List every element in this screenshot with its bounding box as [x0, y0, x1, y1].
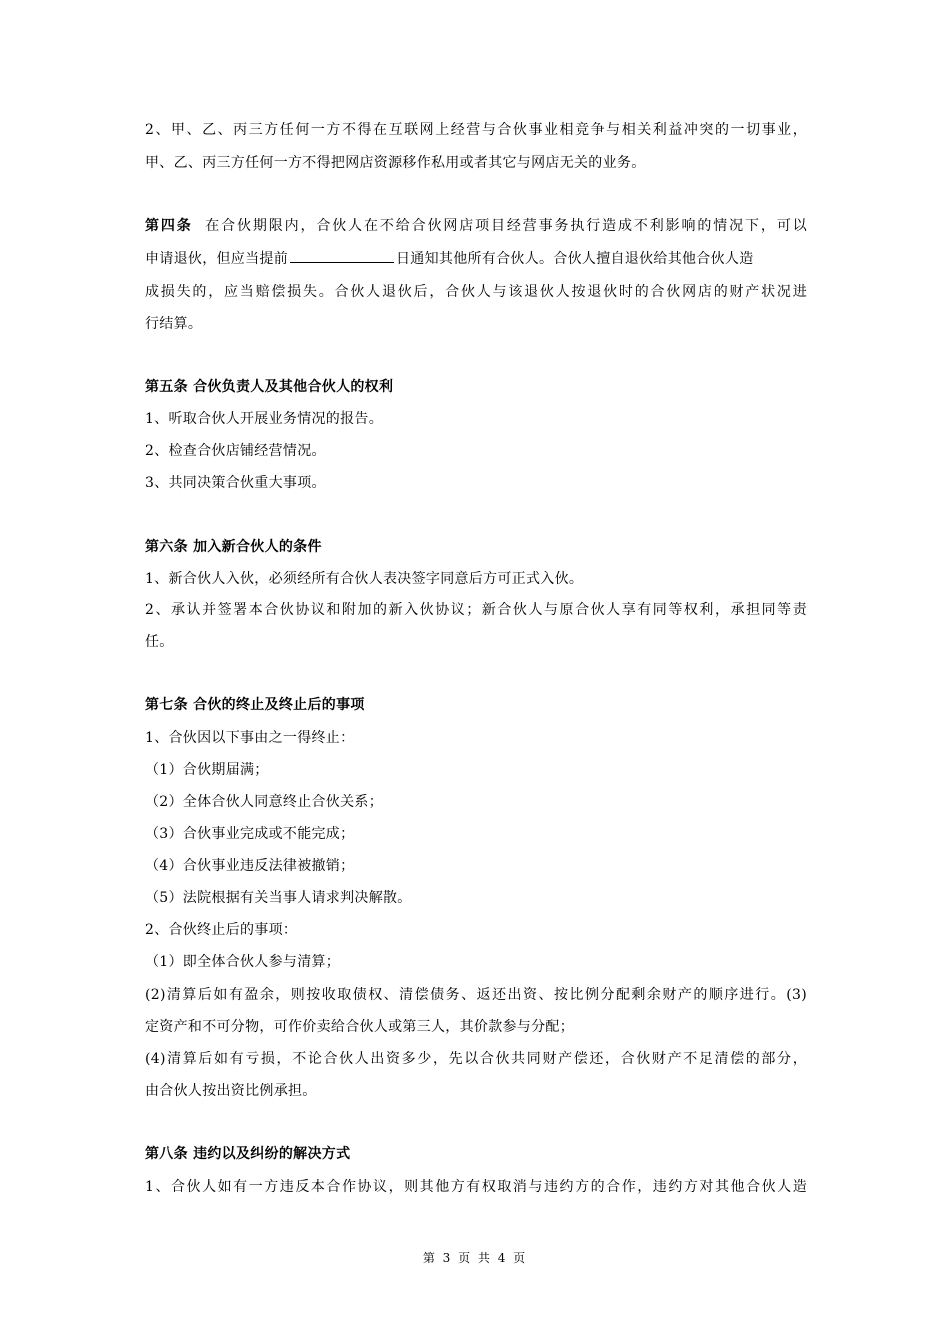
- art7-matter4-line2: 由合伙人按出资比例承担。: [145, 1083, 317, 1099]
- art7-sub2: 2、合伙终止后的事项：: [145, 922, 298, 938]
- art7-matter2-line1: (2)清算后如有盈余，则按收取债权、清偿债务、返还出资、按比例分配剩余财产的顺序进行。(3): [145, 987, 807, 1003]
- art5-item: 3、共同决策合伙重大事项。: [145, 475, 326, 491]
- art7-sub1: 1、合伙因以下事由之一得终止：: [145, 730, 355, 746]
- sec3-item2-line2: 甲、乙、丙三方任何一方不得把网店资源移作私用或者其它与网店无关的业务。: [145, 155, 646, 171]
- art8-item1-line1: 1、合伙人如有一方违反本合作协议，则其他方有权取消与违约方的合作，违约方对其他合伙人造: [145, 1179, 807, 1195]
- art4-line3: 成损失的，应当赔偿损失。合伙人退伙后，合伙人与该退伙人按退伙时的合伙网店的财产状况进: [145, 284, 807, 300]
- art7-reason: （2）全体合伙人同意终止合伙关系；: [145, 794, 384, 810]
- notice-days-blank: [290, 249, 394, 263]
- art7-matter2-line2: 定资产和不可分物，可作价卖给合伙人或第三人，其价款参与分配；: [145, 1019, 574, 1035]
- art7-reason: （4）合伙事业违反法律被撤销；: [145, 858, 355, 874]
- art6-item2-line1: 2、承认并签署本合伙协议和附加的新入伙协议；新合伙人与原合伙人享有同等权利，承担同等责: [145, 602, 807, 618]
- art6-item1: 1、新合伙人入伙，必须经所有合伙人表决签字同意后方可正式入伙。: [145, 571, 584, 587]
- art7-matter4-line1: (4)清算后如有亏损，不论合伙人出资多少，先以合伙共同财产偿还，合伙财产不足清偿的部分，: [145, 1051, 807, 1067]
- art5-item: 1、听取合伙人开展业务情况的报告。: [145, 411, 384, 427]
- sec3-item2-line1: 2、甲、乙、丙三方任何一方不得在互联网上经营与合伙事业相竞争与相关利益冲突的一切事业，: [145, 122, 807, 138]
- art4-line2: 申请退伙，但应当提前 日通知其他所有合伙人。合伙人擅自退伙给其他合伙人造: [145, 251, 754, 267]
- art4-title: 第四条: [145, 218, 193, 234]
- art4-line1: 第四条 在合伙期限内，合伙人在不给合伙网店项目经营事务执行造成不利影响的情况下，可以: [145, 218, 807, 234]
- art5-item: 2、检查合伙店铺经营情况。: [145, 443, 326, 459]
- art8-heading: 第八条 违约以及纠纷的解决方式: [145, 1146, 351, 1162]
- art5-heading: 第五条 合伙负责人及其他合伙人的权利: [145, 379, 394, 395]
- art6-heading: 第六条 加入新合伙人的条件: [145, 539, 322, 555]
- art6-item2-line2: 任。: [145, 634, 174, 650]
- art7-matter1: （1）即全体合伙人参与清算；: [145, 954, 341, 970]
- art4-line4: 行结算。: [145, 316, 203, 332]
- art7-reason: （1）合伙期届满；: [145, 762, 269, 778]
- art7-heading: 第七条 合伙的终止及终止后的事项: [145, 697, 365, 713]
- art7-reason: （5）法院根据有关当事人请求判决解散。: [145, 890, 412, 906]
- page-footer: 第 3 页 共 4 页: [422, 1251, 528, 1265]
- art7-reason: （3）合伙事业完成或不能完成；: [145, 826, 355, 842]
